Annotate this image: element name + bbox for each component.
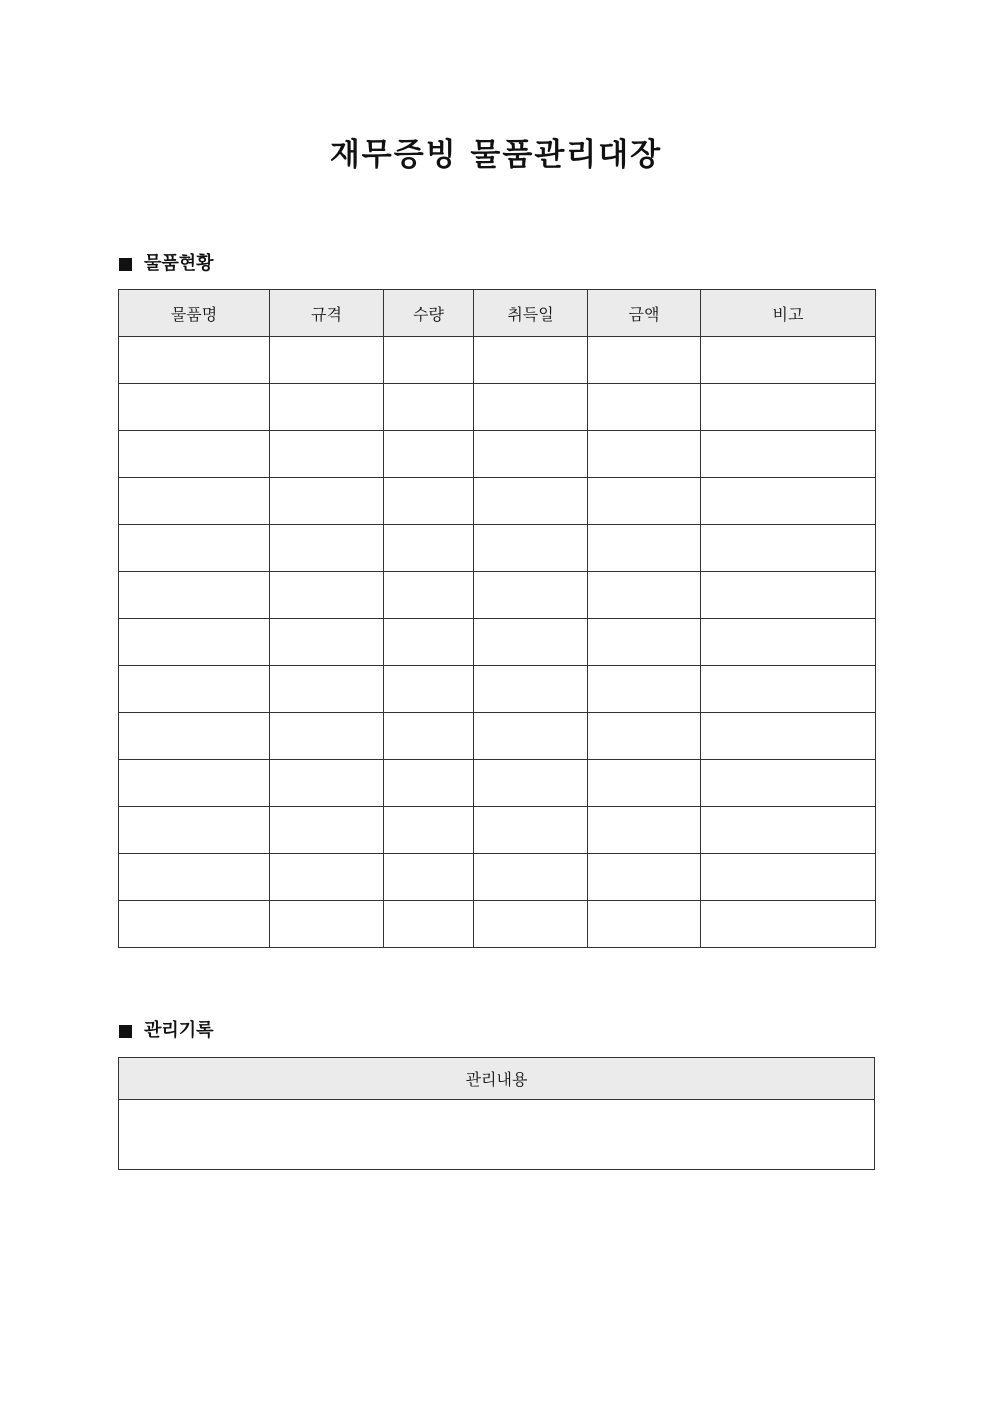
remarks-cell[interactable]: [701, 807, 876, 854]
acquired-date-cell[interactable]: [474, 760, 588, 807]
remarks-cell[interactable]: [701, 901, 876, 948]
quantity-cell[interactable]: [384, 431, 474, 478]
item-name-cell[interactable]: [119, 384, 270, 431]
column-header-management-content: 관리내용: [119, 1058, 875, 1100]
remarks-cell[interactable]: [701, 431, 876, 478]
quantity-cell[interactable]: [384, 525, 474, 572]
remarks-cell[interactable]: [701, 713, 876, 760]
quantity-cell[interactable]: [384, 384, 474, 431]
amount-cell[interactable]: [588, 760, 701, 807]
amount-cell[interactable]: [588, 431, 701, 478]
item-name-cell[interactable]: [119, 478, 270, 525]
spec-cell[interactable]: [270, 478, 384, 525]
square-bullet-icon: [119, 1025, 132, 1038]
acquired-date-cell[interactable]: [474, 666, 588, 713]
item-name-cell[interactable]: [119, 854, 270, 901]
table-row: [119, 572, 876, 619]
amount-cell[interactable]: [588, 478, 701, 525]
table-row: [119, 760, 876, 807]
table-row: [119, 901, 876, 948]
remarks-cell[interactable]: [701, 666, 876, 713]
item-name-cell[interactable]: [119, 431, 270, 478]
spec-cell[interactable]: [270, 713, 384, 760]
item-name-cell[interactable]: [119, 713, 270, 760]
spec-cell[interactable]: [270, 854, 384, 901]
items-table: [118, 289, 876, 948]
spec-cell[interactable]: [270, 807, 384, 854]
table-row: [119, 431, 876, 478]
quantity-cell[interactable]: [384, 760, 474, 807]
item-name-cell[interactable]: [119, 619, 270, 666]
column-header-amount: 금액: [588, 290, 701, 337]
spec-cell[interactable]: [270, 572, 384, 619]
column-header-remarks: 비고: [701, 290, 876, 337]
amount-cell[interactable]: [588, 807, 701, 854]
quantity-cell[interactable]: [384, 713, 474, 760]
column-header-quantity: 수량: [384, 290, 474, 337]
section-heading-log: [119, 1018, 214, 1044]
table-row: [119, 525, 876, 572]
amount-cell[interactable]: [588, 572, 701, 619]
quantity-cell[interactable]: [384, 572, 474, 619]
table-row: [119, 807, 876, 854]
column-header-acquired-date: 취득일: [474, 290, 588, 337]
acquired-date-cell[interactable]: [474, 854, 588, 901]
amount-cell[interactable]: [588, 384, 701, 431]
acquired-date-cell[interactable]: [474, 478, 588, 525]
amount-cell[interactable]: [588, 901, 701, 948]
remarks-cell[interactable]: [701, 525, 876, 572]
acquired-date-cell[interactable]: [474, 713, 588, 760]
section-heading-label: 물품현황: [144, 253, 214, 274]
table-row: [119, 478, 876, 525]
acquired-date-cell[interactable]: [474, 572, 588, 619]
table-row: [119, 384, 876, 431]
quantity-cell[interactable]: [384, 666, 474, 713]
remarks-cell[interactable]: [701, 337, 876, 384]
spec-cell[interactable]: [270, 619, 384, 666]
acquired-date-cell[interactable]: [474, 619, 588, 666]
amount-cell[interactable]: [588, 619, 701, 666]
table-row: [119, 337, 876, 384]
table-row: [119, 619, 876, 666]
item-name-cell[interactable]: [119, 337, 270, 384]
acquired-date-cell[interactable]: [474, 807, 588, 854]
acquired-date-cell[interactable]: [474, 901, 588, 948]
section-heading-label: 관리기록: [144, 1020, 214, 1041]
remarks-cell[interactable]: [701, 619, 876, 666]
section-heading-items: [119, 251, 214, 277]
remarks-cell[interactable]: [701, 478, 876, 525]
amount-cell[interactable]: [588, 337, 701, 384]
item-name-cell[interactable]: [119, 760, 270, 807]
remarks-cell[interactable]: [701, 854, 876, 901]
spec-cell[interactable]: [270, 431, 384, 478]
remarks-cell[interactable]: [701, 760, 876, 807]
remarks-cell[interactable]: [701, 384, 876, 431]
acquired-date-cell[interactable]: [474, 525, 588, 572]
quantity-cell[interactable]: [384, 619, 474, 666]
table-row: [119, 713, 876, 760]
quantity-cell[interactable]: [384, 901, 474, 948]
spec-cell[interactable]: [270, 525, 384, 572]
square-bullet-icon: [119, 258, 132, 271]
quantity-cell[interactable]: [384, 337, 474, 384]
table-header-row: [119, 290, 876, 337]
quantity-cell[interactable]: [384, 807, 474, 854]
item-name-cell[interactable]: [119, 525, 270, 572]
spec-cell[interactable]: [270, 760, 384, 807]
acquired-date-cell[interactable]: [474, 337, 588, 384]
quantity-cell[interactable]: [384, 478, 474, 525]
amount-cell[interactable]: [588, 666, 701, 713]
column-header-item-name: 물품명: [119, 290, 270, 337]
table-row: [119, 666, 876, 713]
item-name-cell[interactable]: [119, 572, 270, 619]
quantity-cell[interactable]: [384, 854, 474, 901]
item-name-cell[interactable]: [119, 666, 270, 713]
table-row: [119, 854, 876, 901]
item-name-cell[interactable]: [119, 807, 270, 854]
acquired-date-cell[interactable]: [474, 431, 588, 478]
table-header-row: [119, 1058, 875, 1100]
amount-cell[interactable]: [588, 525, 701, 572]
amount-cell[interactable]: [588, 713, 701, 760]
remarks-cell[interactable]: [701, 572, 876, 619]
amount-cell[interactable]: [588, 854, 701, 901]
page-title: 재무증빙 물품관리대장: [329, 137, 663, 173]
spec-cell[interactable]: [270, 901, 384, 948]
spec-cell[interactable]: [270, 384, 384, 431]
spec-cell[interactable]: [270, 337, 384, 384]
spec-cell[interactable]: [270, 666, 384, 713]
column-header-spec: 규격: [270, 290, 384, 337]
table-row: [119, 1100, 875, 1170]
item-name-cell[interactable]: [119, 901, 270, 948]
acquired-date-cell[interactable]: [474, 384, 588, 431]
management-content-cell[interactable]: [119, 1100, 875, 1170]
log-table: [118, 1057, 875, 1170]
